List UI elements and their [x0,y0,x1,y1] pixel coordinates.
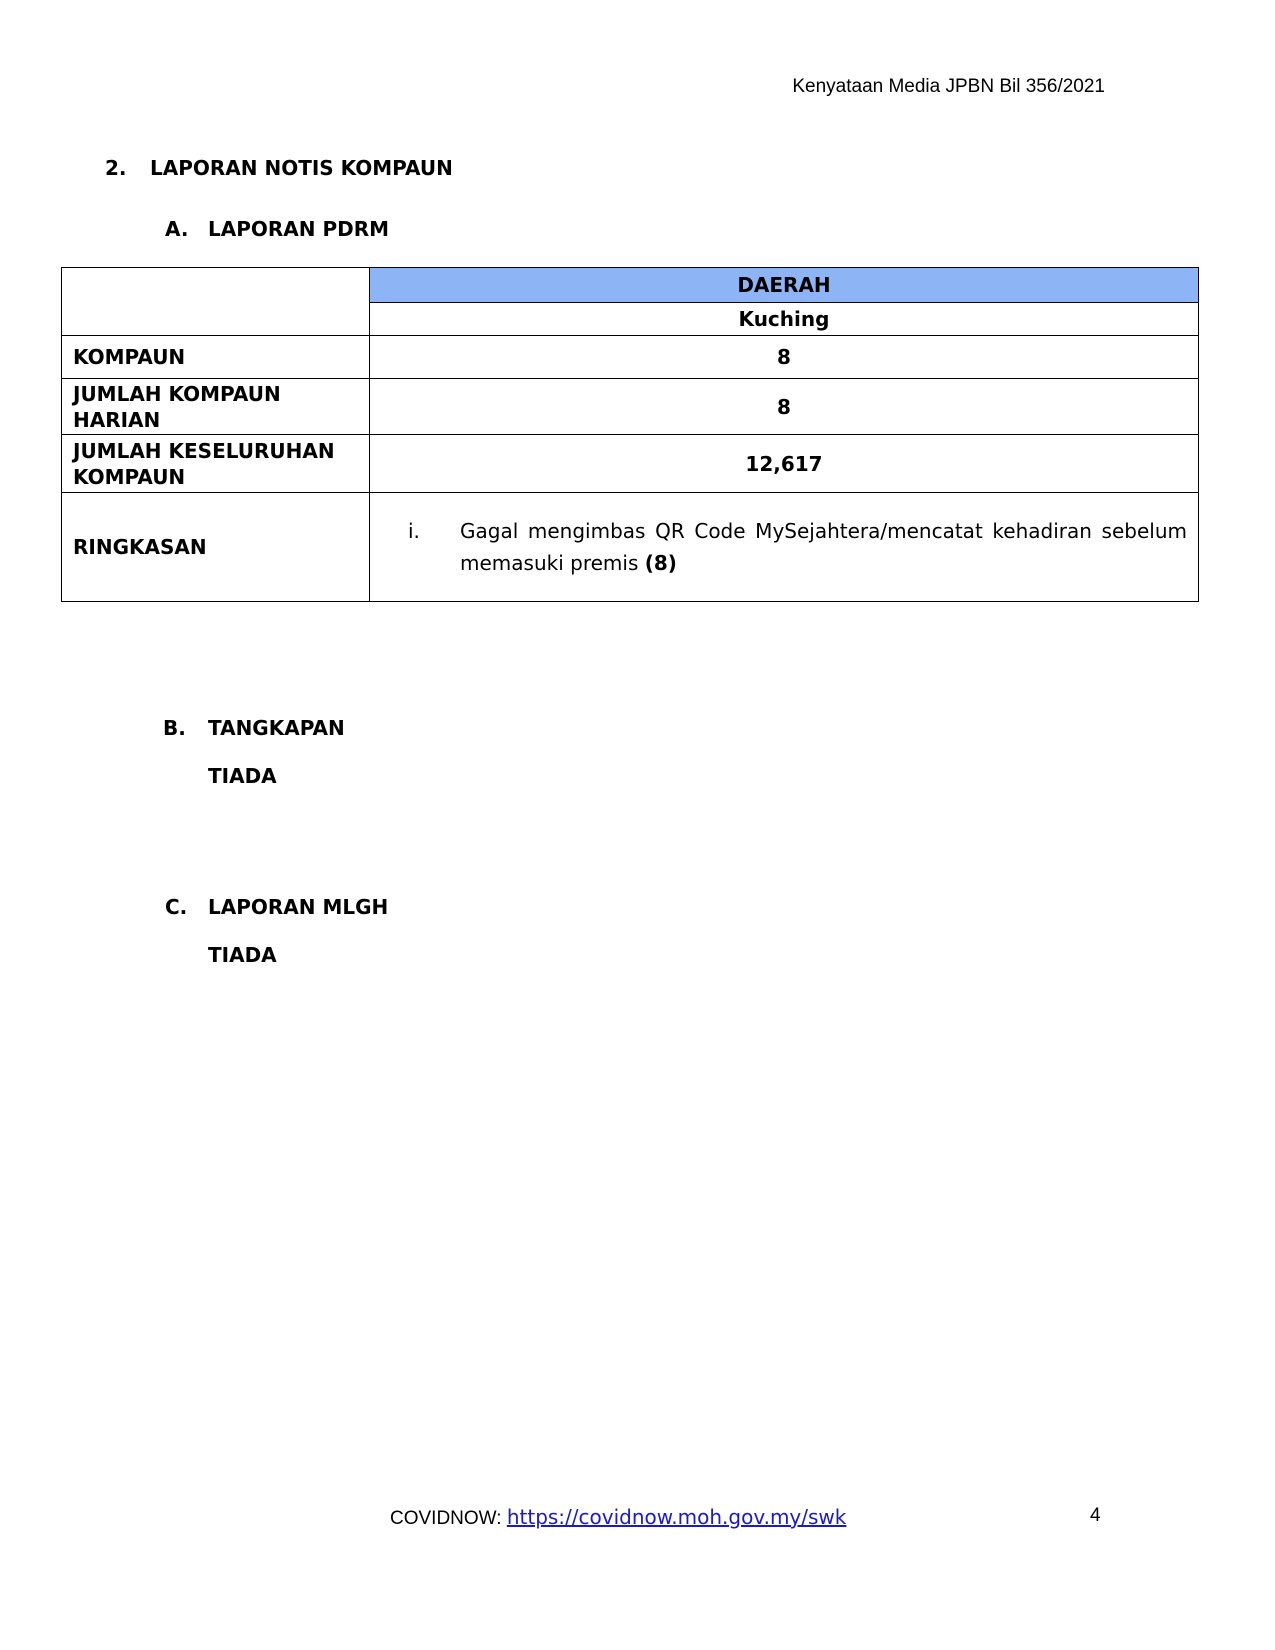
summary-numeral: i. [408,519,420,543]
subsection-a-letter: A. [165,217,189,241]
row-value: 8 [370,379,1199,435]
table-corner-cell [62,268,370,336]
footer [390,1505,846,1530]
summary-cell [370,493,1199,602]
summary-description: Gagal mengimbas QR Code MySejahtera/mencatat kehadiran sebelum memasuki premis [460,519,1187,575]
daerah-header: DAERAH [370,268,1199,303]
row-value: 8 [370,336,1199,379]
section-number: 2. [105,156,127,180]
subsection-b-title: TANGKAPAN [208,716,345,740]
subsection-b-heading [163,716,345,740]
table-row [62,435,1199,493]
subsection-b-letter: B. [163,716,186,740]
subsection-c-heading [165,895,388,919]
subsection-b-value: TIADA [208,764,277,788]
row-value: 12,617 [370,435,1199,493]
summary-text [460,515,1187,579]
subsection-c-letter: C. [165,895,188,919]
section-heading [105,156,453,180]
row-label: JUMLAH KESELURUHAN KOMPAUN [62,435,370,493]
summary-row [62,493,1199,602]
table-row [62,379,1199,435]
summary-item [381,515,1187,579]
table-row [62,336,1199,379]
summary-label: RINGKASAN [62,493,370,602]
subsection-c-value: TIADA [208,943,277,967]
page-number: 4 [1090,1505,1101,1526]
district-header: Kuching [370,303,1199,336]
compound-report-table [61,267,1199,602]
subsection-a-heading [165,217,389,241]
document-reference: Kenyataan Media JPBN Bil 356/2021 [792,76,1105,97]
row-label: KOMPAUN [62,336,370,379]
subsection-a-title: LAPORAN PDRM [208,217,390,241]
footer-label: COVIDNOW: [390,1508,502,1529]
section-title: LAPORAN NOTIS KOMPAUN [150,156,453,180]
row-label: JUMLAH KOMPAUN HARIAN [62,379,370,435]
summary-count: (8) [644,551,677,575]
covidnow-link[interactable]: https://covidnow.moh.gov.my/swk [506,1505,847,1529]
subsection-c-title: LAPORAN MLGH [208,895,389,919]
